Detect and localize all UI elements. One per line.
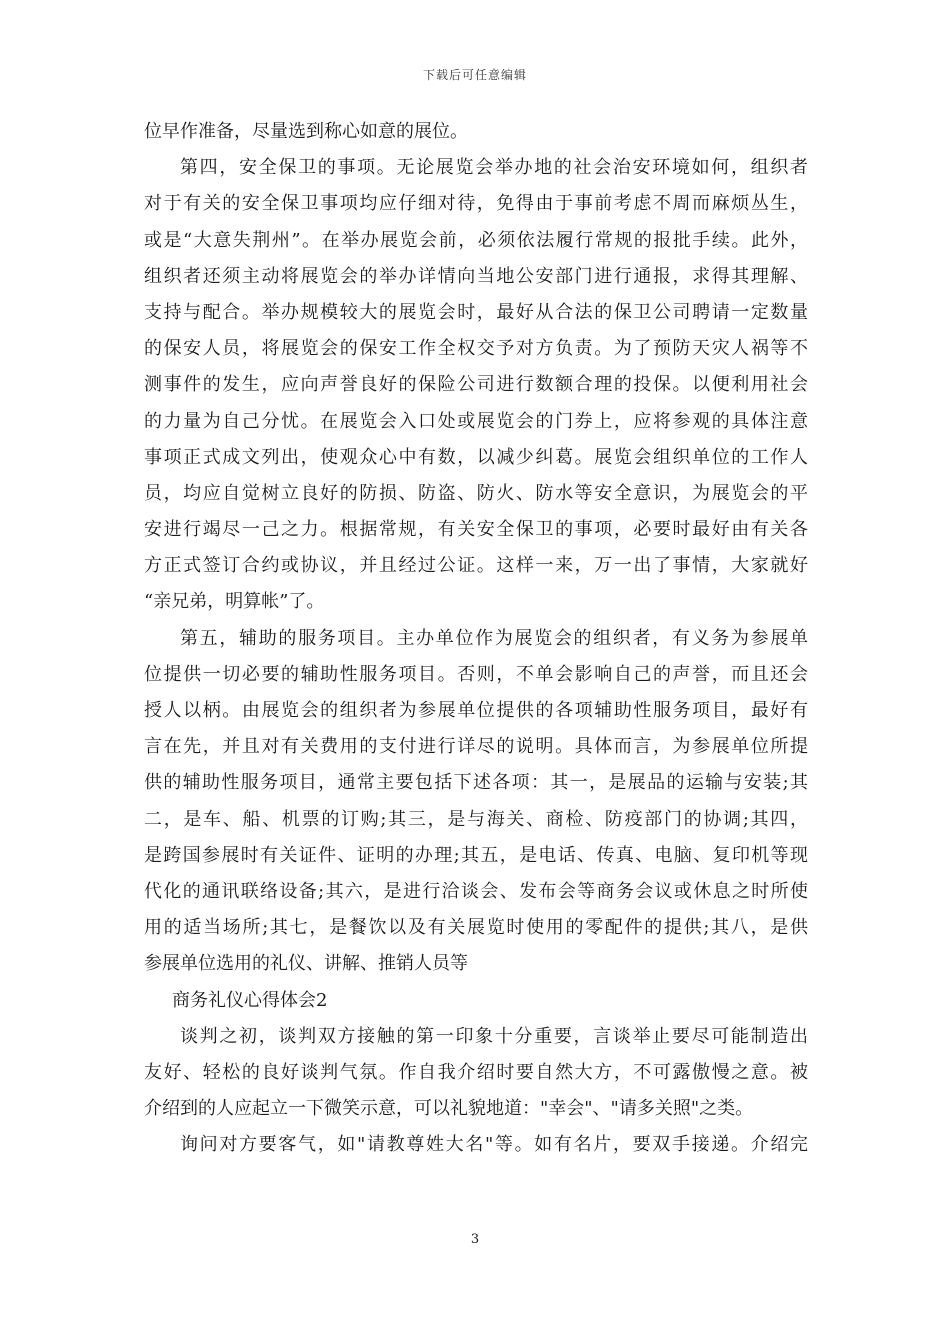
text-line: 友好、轻松的良好谈判气氛。作自我介绍时要自然大方，不可露傲慢之意。被 <box>144 1061 808 1083</box>
text-line: 是跨国参展时有关证件、证明的办理;其五，是电话、传真、电脑、复印机等现 <box>144 844 808 866</box>
text-line: 方正式签订合约或协议，并且经过公证。这样一来，万一出了事情，大家就好 <box>144 555 808 577</box>
text-line: 第四，安全保卫的事项。无论展览会举办地的社会治安环境如何，组织者 <box>180 157 808 179</box>
page-header: 下载后可任意编辑 <box>422 68 527 82</box>
text-line: 二，是车、船、机票的订购;其三，是与海关、商检、防疫部门的协调;其四， <box>144 808 808 830</box>
text-line: 测事件的发生，应向声誉良好的保险公司进行数额合理的投保。以便利用社会 <box>144 374 808 396</box>
document-body <box>144 114 808 1163</box>
text-line: 对于有关的安全保卫事项均应仔细对待，免得由于事前考虑不周而麻烦丛生， <box>144 193 808 215</box>
text-line: 谈判之初，谈判双方接触的第一印象十分重要，言谈举止要尽可能制造出 <box>180 1025 808 1047</box>
text-line: 位提供一切必要的辅助性服务项目。否则，不单会影响自己的声誉，而且还会 <box>144 663 808 685</box>
text-line: 组织者还须主动将展览会的举办详情向当地公安部门进行通报，求得其理解、 <box>144 265 808 287</box>
text-line: 商务礼仪心得体会2 <box>172 989 328 1011</box>
text-line: 支持与配合。举办规模较大的展览会时，最好从合法的保卫公司聘请一定数量 <box>144 301 808 323</box>
text-line: “亲兄弟，明算帐”了。 <box>144 591 325 613</box>
text-line: 供的辅助性服务项目，通常主要包括下述各项：其一，是展品的运输与安装;其 <box>144 772 808 794</box>
text-line: 参展单位选用的礼仪、讲解、推销人员等 <box>144 953 468 975</box>
text-line: 或是“大意失荆州”。在举办展览会前，必须依法履行常规的报批手续。此外， <box>144 229 808 251</box>
text-line: 授人以柄。由展览会的组织者为参展单位提供的各项辅助性服务项目，最好有 <box>144 700 808 721</box>
page-number: 3 <box>470 1232 480 1247</box>
text-line: 的力量为自己分忧。在展览会入口处或展览会的门券上，应将参观的具体注意 <box>144 410 808 432</box>
text-line: 安进行竭尽一己之力。根据常规，有关安全保卫的事项，必要时最好由有关各 <box>144 519 808 541</box>
text-line: 询问对方要客气，如"请教尊姓大名"等。如有名片，要双手接递。介绍完 <box>180 1134 808 1156</box>
text-line: 代化的通讯联络设备;其六，是进行洽谈会、发布会等商务会议或休息之时所使 <box>144 880 808 902</box>
text-line: 言在先，并且对有关费用的支付进行详尽的说明。具体而言，为参展单位所提 <box>144 736 808 758</box>
text-line: 事项正式成文列出，使观众心中有数，以减少纠葛。展览会组织单位的工作人 <box>144 446 808 468</box>
text-line: 用的适当场所;其七，是餐饮以及有关展览时使用的零配件的提供;其八，是供 <box>144 917 808 939</box>
text-line: 的保安人员，将展览会的保安工作全权交予对方负责。为了预防天灾人祸等不 <box>144 338 808 360</box>
text-line: 员，均应自觉树立良好的防损、防盗、防火、防水等安全意识，为展览会的平 <box>144 482 808 504</box>
text-line: 位早作准备，尽量选到称心如意的展位。 <box>144 121 468 142</box>
text-line: 第五，辅助的服务项目。主办单位作为展览会的组织者，有义务为参展单 <box>180 627 808 649</box>
text-line: 介绍到的人应起立一下微笑示意，可以礼貌地道："幸会"、"请多关照"之类。 <box>144 1098 754 1120</box>
